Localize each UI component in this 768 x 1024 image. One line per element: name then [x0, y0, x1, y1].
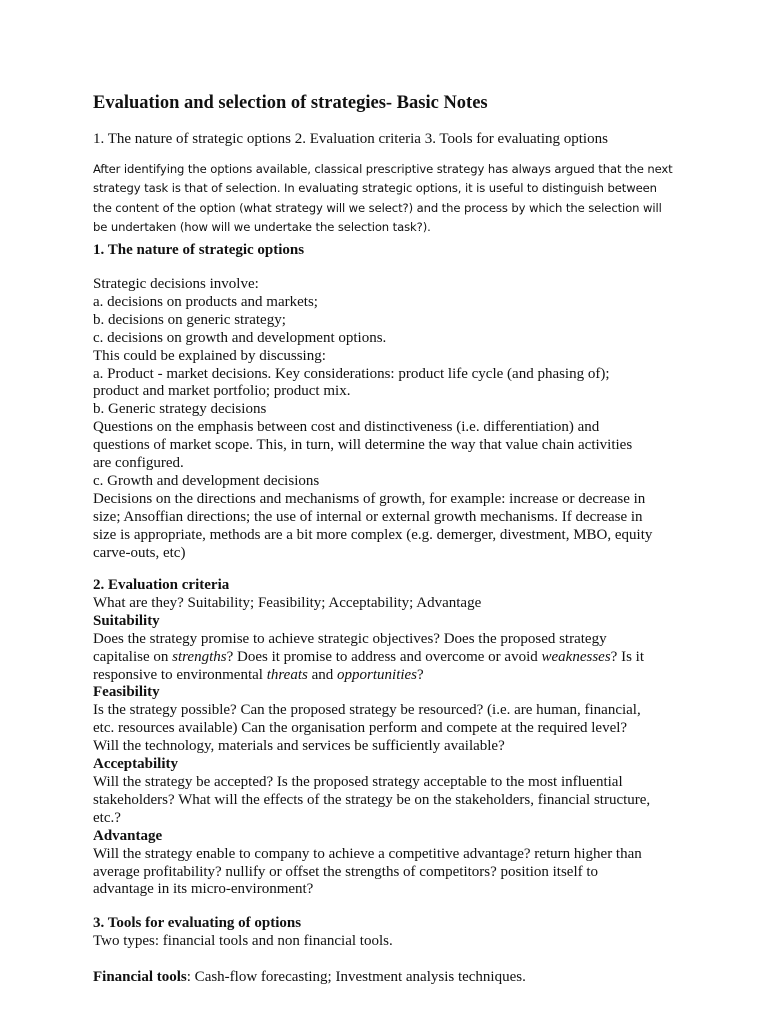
text-line: Is the strategy possible? Can the proposed strategy be resourced? (i.e. are human, financial, — [93, 702, 641, 719]
text-run: capitalise on — [93, 648, 173, 665]
advantage-heading: Advantage — [93, 827, 163, 844]
text-line: b. Generic strategy decisions — [93, 401, 267, 418]
text-line: average profitability? nullify or offset the strengths of competitors? position itself to — [93, 863, 599, 880]
text-line: stakeholders? What will the effects of the strategy be on the stakeholders, financial structure, — [93, 791, 651, 808]
acceptability-heading: Acceptability — [93, 756, 178, 773]
text-line: questions of market scope. This, in turn, will determine the way that value chain activities — [93, 437, 633, 454]
section-1-heading: 1. The nature of strategic options — [93, 242, 305, 258]
text-line: Will the strategy enable to company to achieve a competitive advantage? return higher than — [93, 845, 642, 862]
emphasis-strengths: strengths — [172, 648, 227, 665]
text-line: Will the strategy be accepted? Is the proposed strategy acceptable to the most influential — [93, 773, 623, 790]
criteria-list: What are they? Suitability; Feasibility; Acceptability; Advantage — [93, 594, 482, 611]
intro-paragraph: After identifying the options available, classical prescriptive strategy has always argued that the next strategy task is that of selection. In evaluating strategic options, it is useful to distinguish between the content of the option (what strategy will we select?) and the process by which the selection will be undertaken (how will we undertake the selection task?). — [93, 161, 673, 235]
text-run: ? — [417, 666, 424, 683]
section-3-heading: 3. Tools for evaluating of options — [93, 915, 302, 931]
text-line: etc. resources available) Can the organisation perform and compete at the required level? — [93, 720, 628, 737]
financial-tools-line — [93, 969, 678, 987]
text-line: This could be explained by discussing: — [93, 347, 326, 364]
text-run: ? Does it promise to address and overcome or avoid — [226, 648, 542, 665]
text-line: c. decisions on growth and development options. — [93, 329, 387, 346]
text-line: a. decisions on products and markets; — [93, 293, 318, 310]
feasibility-heading: Feasibility — [93, 684, 160, 701]
text-line — [93, 667, 678, 685]
text-line: are configured. — [93, 455, 184, 472]
emphasis-weaknesses: weaknesses — [541, 648, 611, 665]
text-line: size is appropriate, methods are a bit more complex (e.g. demerger, divestment, MBO, equity — [93, 526, 653, 543]
text-run: responsive to environmental — [93, 666, 267, 683]
financial-tools-label: Financial tools — [93, 968, 187, 985]
section-3 — [93, 915, 678, 987]
text-line: advantage in its micro-environment? — [93, 881, 314, 898]
section-1-body — [93, 276, 678, 563]
text-run: and — [307, 666, 338, 683]
text-line: Two types: financial tools and non financial tools. — [93, 932, 393, 949]
text-line: carve-outs, etc) — [93, 544, 186, 561]
text-line: Will the technology, materials and services be sufficiently available? — [93, 738, 505, 755]
text-line: Strategic decisions involve: — [93, 276, 259, 292]
emphasis-opportunities: opportunities — [337, 666, 418, 683]
suitability-heading: Suitability — [93, 612, 160, 629]
section-2-heading: 2. Evaluation criteria — [93, 577, 230, 593]
text-line: Does the strategy promise to achieve strategic objectives? Does the proposed strategy — [93, 630, 607, 647]
financial-tools-text: : Cash-flow forecasting; Investment analysis techniques. — [186, 968, 526, 985]
text-run: ? Is it — [610, 648, 644, 665]
text-line: etc.? — [93, 809, 121, 826]
section-2 — [93, 577, 678, 899]
text-line: c. Growth and development decisions — [93, 472, 320, 489]
text-line: a. Product - market decisions. Key considerations: product life cycle (and phasing of); — [93, 365, 610, 382]
text-line: b. decisions on generic strategy; — [93, 311, 286, 328]
document-title: Evaluation and selection of strategies- Basic Notes — [93, 93, 488, 113]
text-line: Questions on the emphasis between cost and distinctiveness (i.e. differentiation) and — [93, 419, 600, 436]
table-of-contents: 1. The nature of strategic options 2. Evaluation criteria 3. Tools for evaluating options — [93, 131, 608, 147]
text-line — [93, 649, 678, 667]
text-line: size; Ansoffian directions; the use of internal or external growth mechanisms. If decrease in — [93, 508, 643, 525]
text-line: product and market portfolio; product mix. — [93, 383, 351, 400]
emphasis-threats: threats — [266, 666, 308, 683]
text-line: Decisions on the directions and mechanisms of growth, for example: increase or decrease in — [93, 490, 646, 507]
